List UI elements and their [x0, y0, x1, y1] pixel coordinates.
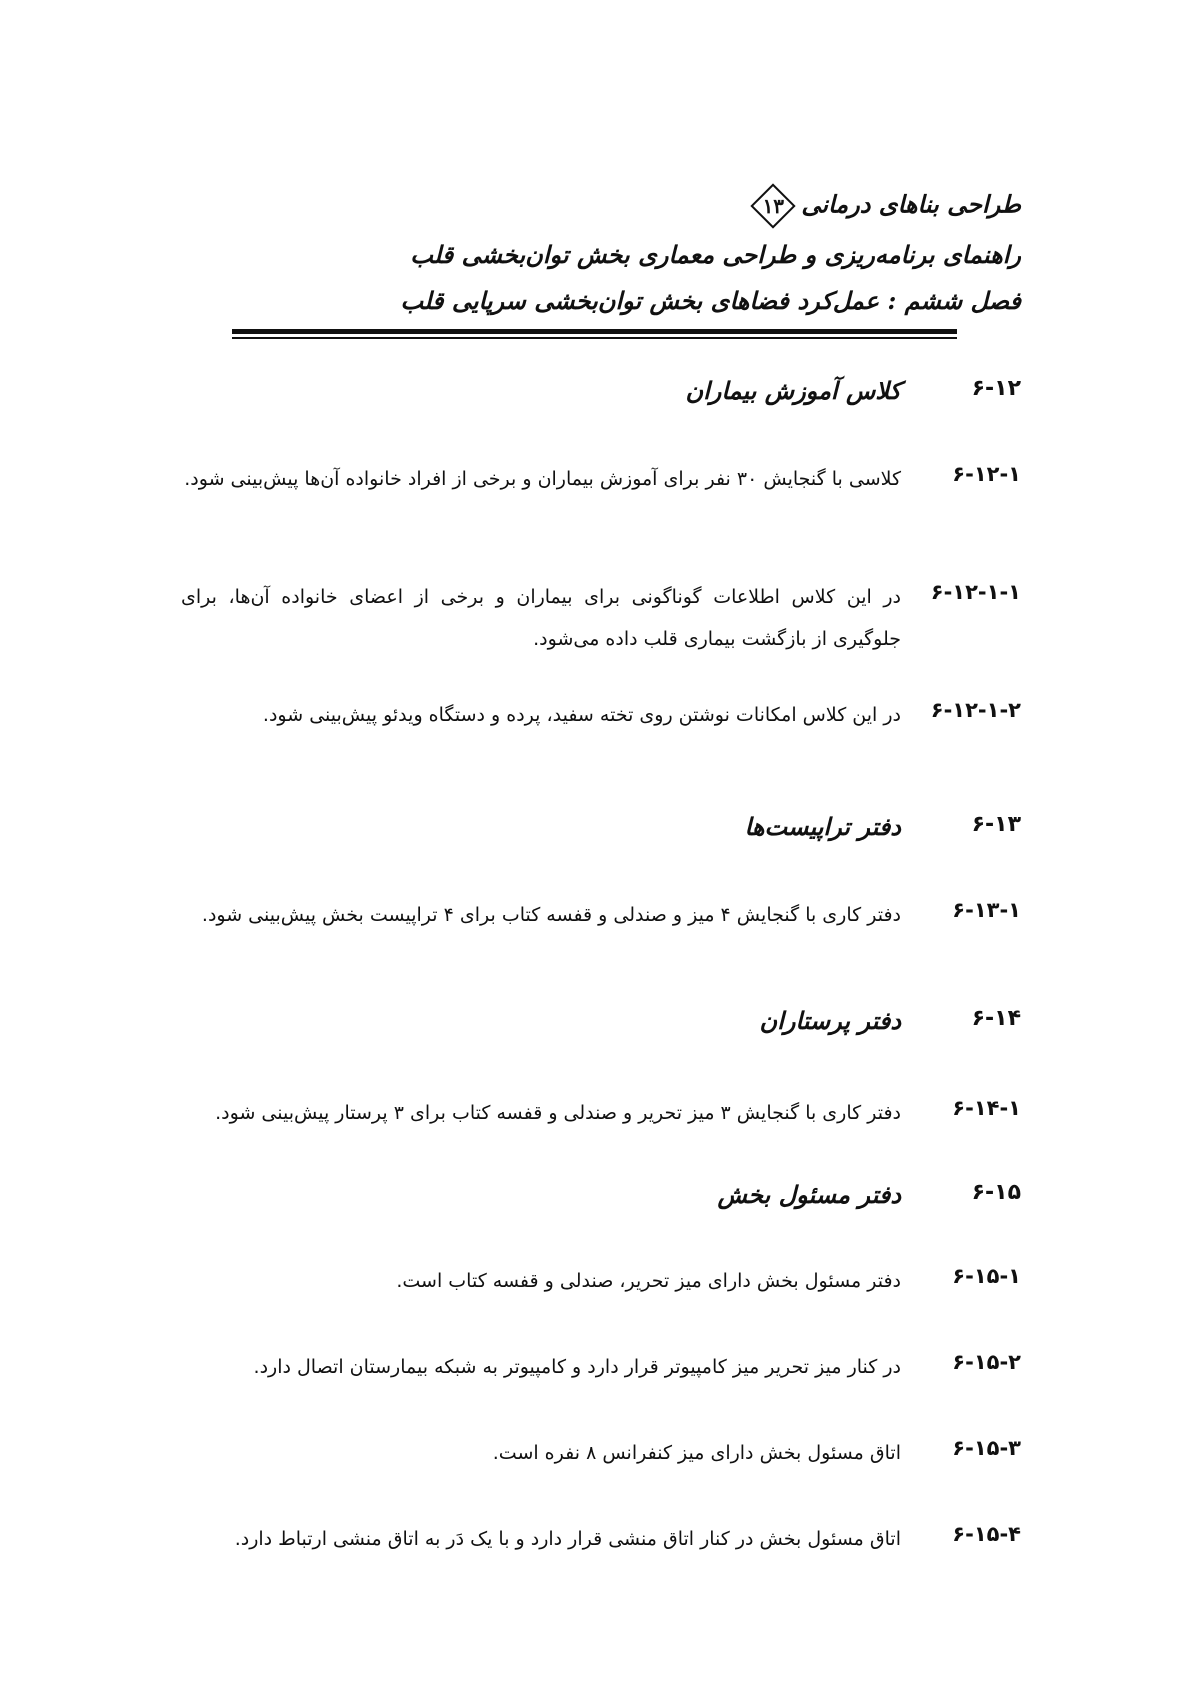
header-line-chapter: فصل ششم : عمل‌کرد فضاهای بخش توان‌بخشی سرپایی قلب — [400, 286, 1021, 315]
chapter-badge — [747, 180, 799, 232]
paragraph-text: در این کلاس اطلاعات گوناگونی برای بیماران و برخی از اعضای خانواده آن‌ها، برای جلوگیری از بازگشت بیماری قلب داده می‌شود. — [181, 586, 901, 650]
section-number: ۶-۱۳ — [971, 812, 1021, 837]
paragraph-number: ۶-۱۵-۳ — [952, 1436, 1021, 1460]
paragraph-text: دفتر کاری با گنجایش ۳ میز تحریر و صندلی و قفسه کتاب برای ۳ پرستار پیش‌بینی شود. — [215, 1102, 901, 1124]
header-line-book — [221, 180, 1021, 232]
paragraph-text: اتاق مسئول بخش دارای میز کنفرانس ۸ نفره است. — [492, 1442, 901, 1464]
paragraph-text: دفتر مسئول بخش دارای میز تحریر، صندلی و قفسه کتاب است. — [396, 1270, 901, 1292]
header-book-title: طراحی بناهای درمانی — [801, 189, 1021, 219]
section-title: دفتر مسئول بخش — [717, 1180, 901, 1209]
section-title: کلاس آموزش بیماران — [685, 376, 901, 405]
paragraph-text: در کنار میز تحریر میز کامپیوتر قرار دارد و کامپیوتر به شبکه بیمارستان اتصال دارد. — [253, 1356, 901, 1378]
paragraph-number: ۶-۱۵-۲ — [952, 1350, 1021, 1374]
paragraph-number: ۶-۱۲-۱-۲ — [930, 698, 1021, 722]
paragraph-text: کلاسی با گنجایش ۳۰ نفر برای آموزش بیماران و برخی از افراد خانواده آن‌ها پیش‌بینی شود. — [184, 468, 901, 490]
paragraph-number: ۶-۱۵-۴ — [952, 1522, 1021, 1546]
paragraph-number: ۶-۱۲-۱-۱ — [930, 580, 1021, 604]
section-number: ۶-۱۲ — [971, 376, 1021, 401]
page-header — [221, 180, 1021, 324]
paragraph-number: ۶-۱۲-۱ — [952, 462, 1021, 486]
header-rule-thick — [232, 329, 957, 334]
section-title: دفتر تراپیست‌ها — [744, 812, 901, 841]
section-number: ۶-۱۴ — [971, 1006, 1021, 1031]
paragraph-text: دفتر کاری با گنجایش ۴ میز و صندلی و قفسه کتاب برای ۴ تراپیست بخش پیش‌بینی شود. — [201, 904, 901, 926]
section-number: ۶-۱۵ — [971, 1180, 1021, 1205]
paragraph-number: ۶-۱۵-۱ — [952, 1264, 1021, 1288]
section-title: دفتر پرستاران — [759, 1006, 901, 1035]
paragraph-text: در این کلاس امکانات نوشتن روی تخته سفید، پرده و دستگاه ویدئو پیش‌بینی شود. — [262, 704, 901, 726]
header-rule-thin — [232, 337, 957, 339]
chapter-badge-number: ۱۳ — [762, 194, 785, 218]
header-line-guide: راهنمای برنامه‌ریزی و طراحی معماری بخش توان‌بخشی قلب — [410, 240, 1021, 269]
paragraph-text: اتاق مسئول بخش در کنار اتاق منشی قرار دارد و با یک دَر به اتاق منشی ارتباط دارد. — [234, 1528, 901, 1550]
paragraph-number: ۶-۱۳-۱ — [952, 898, 1021, 922]
paragraph-number: ۶-۱۴-۱ — [952, 1096, 1021, 1120]
